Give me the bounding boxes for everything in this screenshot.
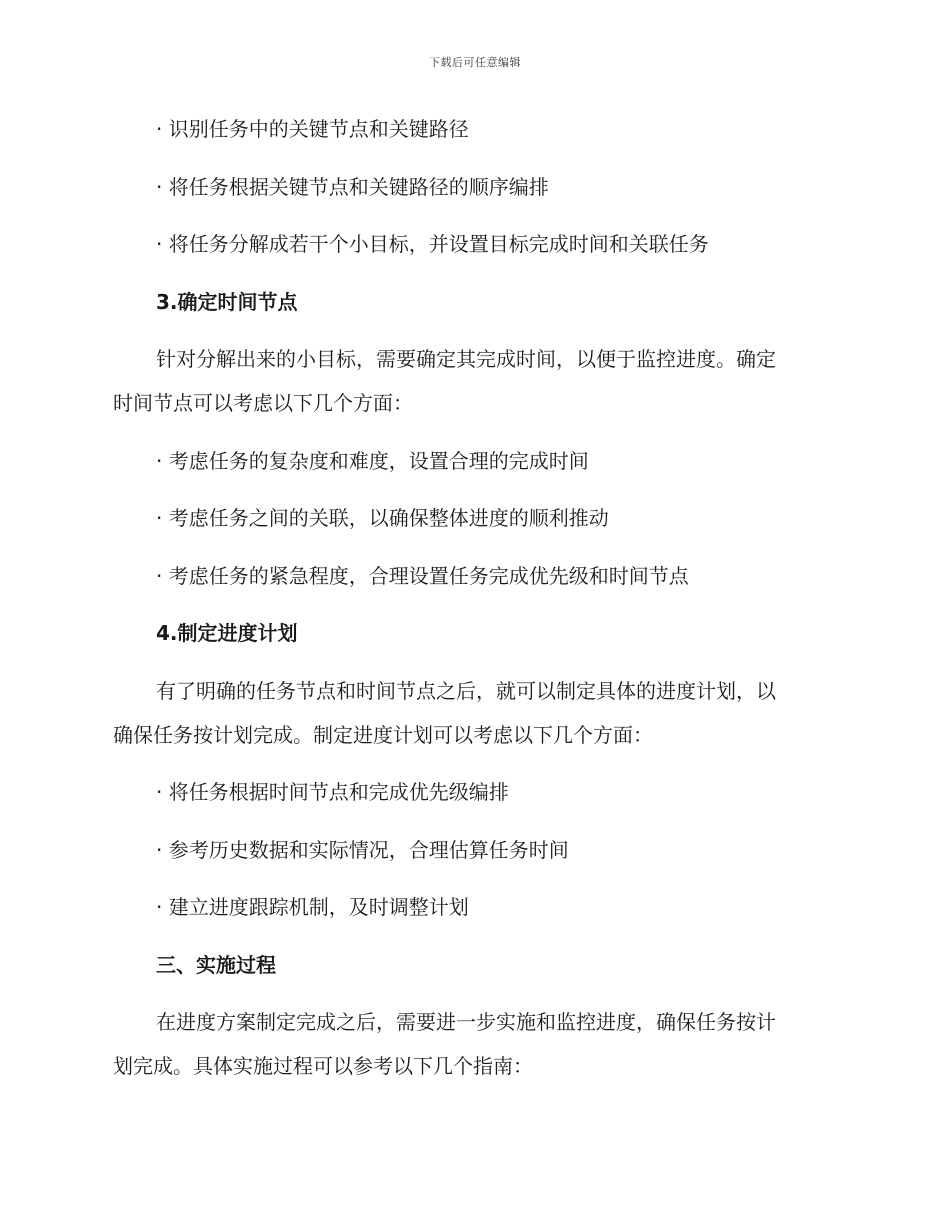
bullet-item: · 将任务根据时间节点和完成优先级编排 [156,780,509,804]
bullet-item: · 建立进度跟踪机制，及时调整计划 [156,895,469,919]
paragraph-line: 划完成。具体实施过程可以参考以下几个指南： [113,1054,533,1078]
paragraph-line: 时间节点可以考虑以下几个方面： [113,391,413,415]
section-heading: 3.确定时间节点 [156,289,298,314]
bullet-item: · 将任务根据关键节点和关键路径的顺序编排 [156,174,549,199]
paragraph-line: 有了明确的任务节点和时间节点之后，就可以制定具体的进度计划，以 [156,678,776,703]
chapter-heading: 三、实施过程 [156,952,276,977]
bullet-item: · 考虑任务之间的关联，以确保整体进度的顺利推动 [156,506,609,530]
bullet-item: · 考虑任务的复杂度和难度，设置合理的完成时间 [156,448,589,473]
paragraph-line: 确保任务按计划完成。制定进度计划可以考虑以下几个方面： [113,722,653,747]
paragraph-line: 在进度方案制定完成之后，需要进一步实施和监控进度，确保任务按计 [156,1010,776,1034]
paragraph-line: 针对分解出来的小目标，需要确定其完成时间，以便于监控进度。确定 [156,347,776,371]
document-body [113,112,837,1107]
bullet-item: · 将任务分解成若干个小目标，并设置目标完成时间和关联任务 [156,232,709,256]
bullet-item: · 考虑任务的紧急程度，合理设置任务完成优先级和时间节点 [156,563,689,588]
bullet-item: · 参考历史数据和实际情况，合理估算任务时间 [156,837,569,862]
bullet-item: · 识别任务中的关键节点和关键路径 [156,117,469,141]
page-header: 下载后可任意编辑 [429,56,521,69]
section-heading: 4.制定进度计划 [156,621,298,645]
